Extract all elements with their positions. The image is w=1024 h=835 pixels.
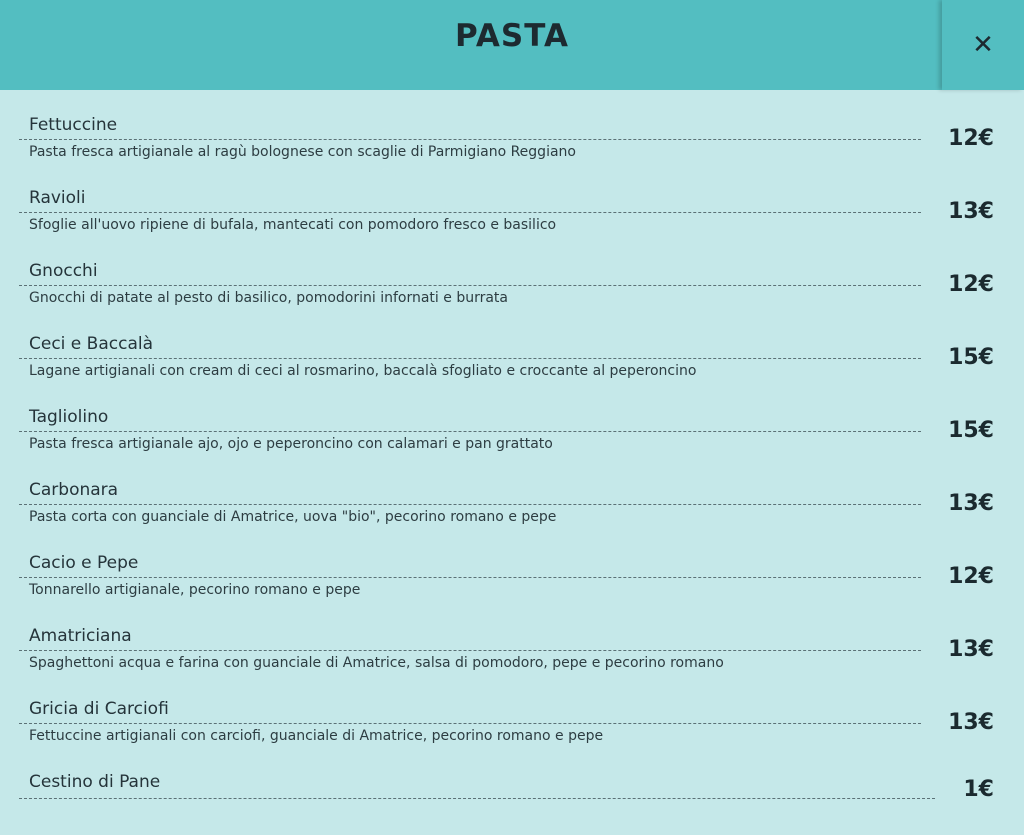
menu-item (0, 747, 1024, 820)
menu-item (0, 382, 1024, 455)
menu-item-price: 1€ (963, 777, 994, 802)
dotted-divider (19, 139, 921, 140)
menu-item-description: Lagane artigianali con cream di ceci al rosmarino, baccalà sfogliato e croccante al peperoncino (29, 363, 697, 379)
menu-item-price: 13€ (948, 491, 994, 516)
dotted-divider (19, 577, 921, 578)
menu-item-description: Gnocchi di patate al pesto di basilico, pomodorini infornati e burrata (29, 290, 508, 306)
menu-item-description: Pasta fresca artigianale al ragù bolognese con scaglie di Parmigiano Reggiano (29, 144, 576, 160)
menu-item-price: 12€ (948, 272, 994, 297)
dotted-divider (19, 212, 921, 213)
menu-item-price: 13€ (948, 637, 994, 662)
menu-item-name: Ravioli (29, 188, 86, 208)
menu-item-price: 13€ (948, 710, 994, 735)
menu-header (0, 0, 1024, 90)
dotted-divider (19, 431, 921, 432)
menu-item-name: Gricia di Carciofi (29, 699, 169, 719)
menu-item-price: 12€ (948, 126, 994, 151)
menu-item-description: Tonnarello artigianale, pecorino romano e pepe (29, 582, 361, 598)
menu-item-price: 15€ (948, 418, 994, 443)
dotted-divider (19, 723, 921, 724)
menu-item (0, 601, 1024, 674)
dotted-divider (19, 358, 921, 359)
menu-item-name: Amatriciana (29, 626, 132, 646)
menu-item-name: Carbonara (29, 480, 119, 500)
menu-item (0, 674, 1024, 747)
menu-item-price: 15€ (948, 345, 994, 370)
menu-item-name: Ceci e Baccalà (29, 334, 153, 354)
menu-item-name: Fettuccine (29, 115, 118, 135)
menu-item (0, 163, 1024, 236)
menu-item-description: Fettuccine artigianali con carciofi, guanciale di Amatrice, pecorino romano e pepe (29, 728, 604, 744)
dotted-divider (19, 504, 921, 505)
menu-item-name: Cestino di Pane (29, 772, 161, 792)
close-icon[interactable]: ✕ (972, 30, 994, 60)
menu-item-price: 13€ (948, 199, 994, 224)
menu-item (0, 455, 1024, 528)
menu-item-name: Tagliolino (29, 407, 109, 427)
menu-item-price: 12€ (948, 564, 994, 589)
close-button[interactable] (942, 0, 1024, 90)
menu-item-description: Spaghettoni acqua e farina con guanciale di Amatrice, salsa di pomodoro, pepe e pecorino romano (29, 655, 724, 671)
dotted-divider (19, 285, 921, 286)
menu-item-name: Cacio e Pepe (29, 553, 139, 573)
menu-item-description: Pasta corta con guanciale di Amatrice, uova "bio", pecorino romano e pepe (29, 509, 557, 525)
page-title: PASTA (455, 18, 569, 54)
menu-item-name: Gnocchi (29, 261, 98, 281)
dotted-divider (19, 798, 935, 799)
menu-item (0, 90, 1024, 163)
menu-item (0, 309, 1024, 382)
menu-item (0, 236, 1024, 309)
menu-item (0, 528, 1024, 601)
dotted-divider (19, 650, 921, 651)
menu-item-description: Sfoglie all'uovo ripiene di bufala, mantecati con pomodoro fresco e basilico (29, 217, 557, 233)
menu-item-description: Pasta fresca artigianale ajo, ojo e peperoncino con calamari e pan grattato (29, 436, 553, 452)
